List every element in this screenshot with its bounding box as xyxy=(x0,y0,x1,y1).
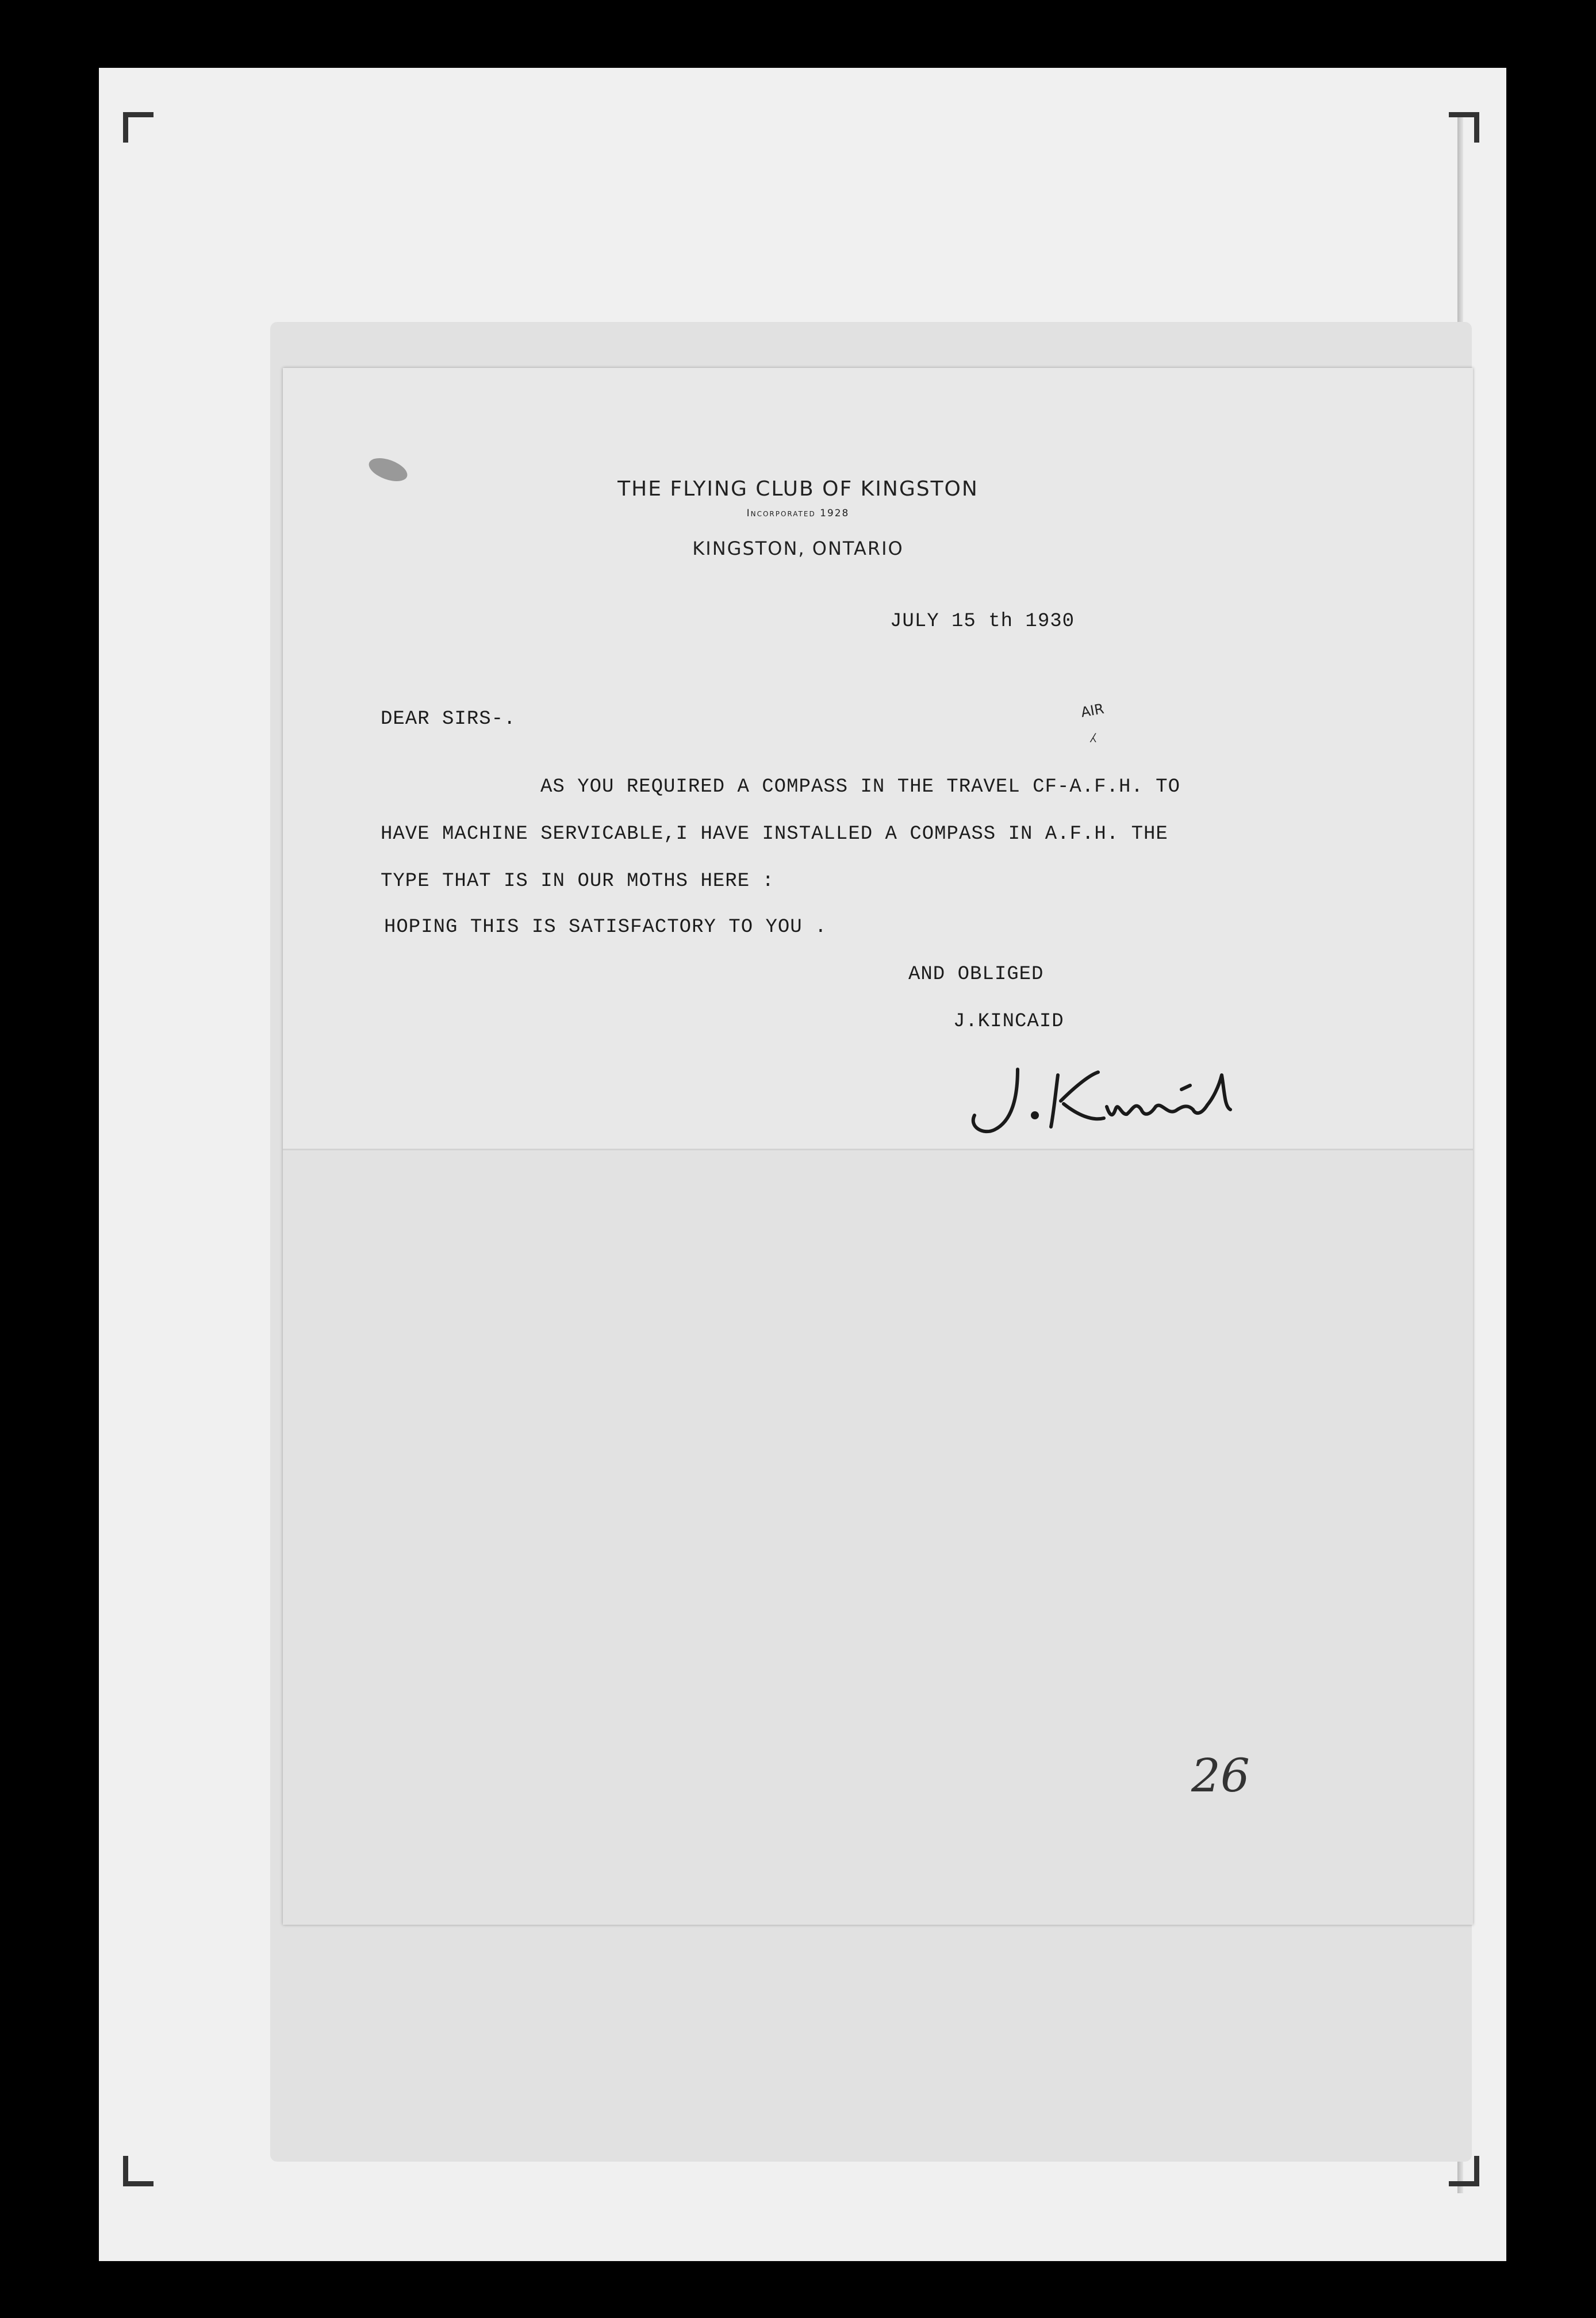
crop-mark-top-right xyxy=(1449,112,1479,143)
signature-stroke-k xyxy=(1051,1072,1104,1127)
signature xyxy=(954,1052,1242,1144)
fold-line xyxy=(283,1149,1473,1150)
salutation: DEAR SIRS-. xyxy=(381,708,516,730)
pencil-annotation: 26 xyxy=(1191,1749,1250,1802)
body-line-4: HOPING THIS IS SATISFACTORY TO YOU . xyxy=(384,916,827,938)
letterhead-incorporated: Incorporated 1928 xyxy=(746,508,850,519)
body-line-3: TYPE THAT IS IN OUR MOTHS HERE : xyxy=(381,870,774,892)
letter-date: JULY 15 th 1930 xyxy=(890,611,1075,632)
signature-stroke-rest xyxy=(1107,1075,1230,1115)
body-line-2: HAVE MACHINE SERVICABLE,I HAVE INSTALLED A COMPASS IN A.F.H. THE xyxy=(381,823,1168,845)
handwritten-insert: AIR xyxy=(1079,700,1106,721)
crop-mark-top-left xyxy=(123,112,154,143)
letterhead-name: THE FLYING CLUB OF KINGSTON xyxy=(617,477,979,501)
closing: AND OBLIGED xyxy=(908,964,1044,985)
letterhead-city: KINGSTON, ONTARIO xyxy=(692,538,904,559)
crop-mark-bottom-left xyxy=(123,2156,154,2186)
body-line-1: AS YOU REQUIRED A COMPASS IN THE TRAVEL CF-A.F.H. TO xyxy=(540,776,1180,798)
letter-sheet xyxy=(283,368,1473,1925)
insert-caret: ⁁ xyxy=(1091,720,1096,743)
signature-stroke-j xyxy=(973,1069,1018,1131)
typed-name: J.KINCAID xyxy=(953,1011,1064,1033)
letter-lower-half xyxy=(283,1150,1473,1925)
